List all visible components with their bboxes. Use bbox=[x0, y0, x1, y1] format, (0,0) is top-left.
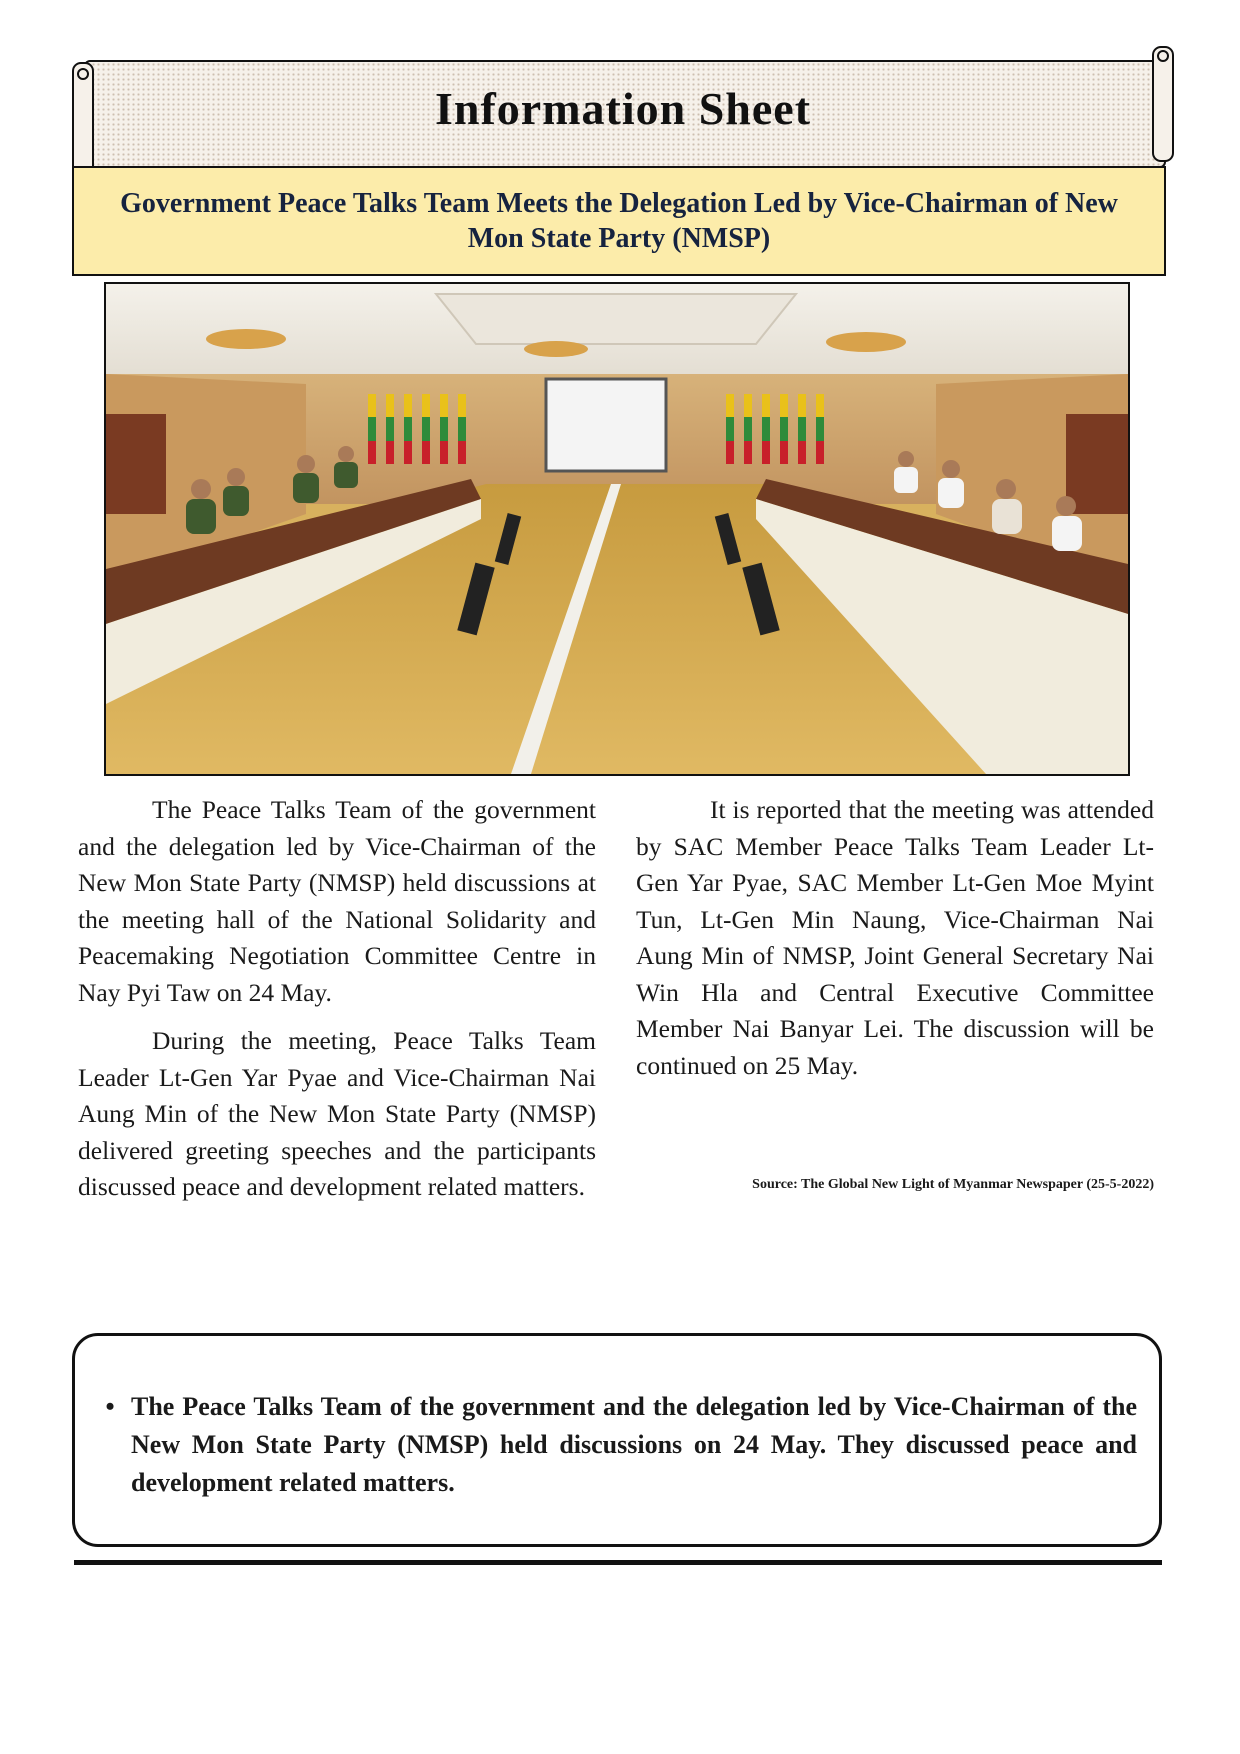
article-paragraph: The Peace Talks Team of the government and the delegation led by Vice-Chairman of the New Mon State Party (NMSP) held discussions at the meeting hall of the National Solidarity and Peacemaking Negotiation Committee Centre in Nay Pyi Taw on 24 May. bbox=[78, 795, 596, 1007]
summary-text: The Peace Talks Team of the government and the delegation led by Vice-Chairman of the New Mon State Party (NMSP) held discussions on 24 May. They discussed peace and development related matters. bbox=[131, 1392, 1137, 1497]
article-column-left bbox=[78, 792, 596, 1218]
meeting-hall-illustration bbox=[106, 284, 1128, 774]
headline-box bbox=[72, 166, 1166, 276]
headline-text: Government Peace Talks Team Meets the Delegation Led by Vice-Chairman of New Mon State Party (NMSP) bbox=[120, 188, 1118, 254]
bottom-divider bbox=[74, 1560, 1162, 1565]
title-banner bbox=[72, 60, 1174, 170]
article-paragraph: During the meeting, Peace Talks Team Leader Lt-Gen Yar Pyae and Vice-Chairman Nai Aung Min of the New Mon State Party (NMSP) delivered greeting speeches and the participants discussed peace and development related matters. bbox=[78, 1026, 596, 1201]
summary-list bbox=[89, 1388, 1137, 1502]
page-title: Information Sheet bbox=[434, 83, 812, 134]
bullet-icon: • bbox=[105, 1392, 115, 1421]
source-citation: Source: The Global New Light of Myanmar Newspaper (25-5-2022) bbox=[752, 1177, 1154, 1192]
meeting-photo bbox=[104, 282, 1130, 776]
summary-item bbox=[89, 1388, 1137, 1502]
summary-box bbox=[72, 1333, 1162, 1547]
article-column-right bbox=[636, 792, 1154, 1096]
article-paragraph: It is reported that the meeting was attended by SAC Member Peace Talks Team Leader Lt-Gen Yar Pyae, SAC Member Lt-Gen Moe Myint Tun, Lt-Gen Min Naung, Vice-Chairman Nai Aung Min of NMSP, Joint General Secretary Nai Win Hla and Central Executive Committee Member Nai Banyar Lei. The discussion will be continued on 25 May. bbox=[636, 795, 1154, 1080]
